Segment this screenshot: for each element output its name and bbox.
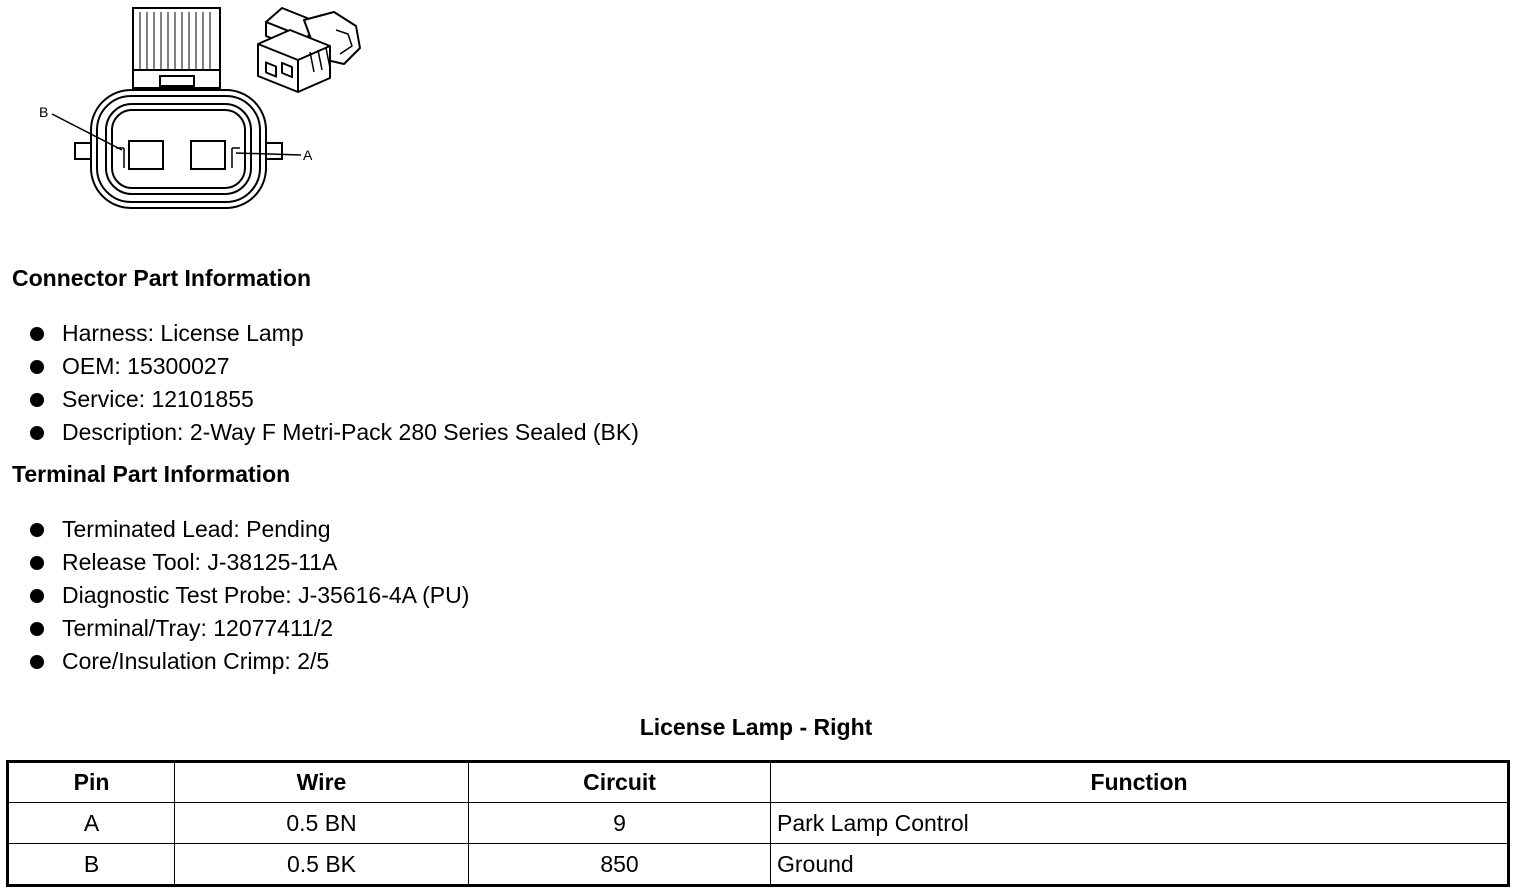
column-header-pin: Pin — [8, 762, 175, 803]
cell-circuit: 850 — [469, 844, 771, 886]
list-item: OEM: 15300027 — [30, 350, 639, 383]
bullet-icon — [30, 622, 44, 636]
table-row — [8, 803, 1509, 844]
connector-3d-icon — [258, 8, 360, 92]
list-item: Description: 2-Way F Metri-Pack 280 Series Sealed (BK) — [30, 416, 639, 449]
cell-pin: A — [8, 803, 175, 844]
list-item: Diagnostic Test Probe: J-35616-4A (PU) — [30, 579, 469, 612]
list-item: Terminated Lead: Pending — [30, 513, 469, 546]
bullet-icon — [30, 655, 44, 669]
list-item: Service: 12101855 — [30, 383, 639, 416]
cell-function: Ground — [771, 844, 1509, 886]
bullet-icon — [30, 589, 44, 603]
bullet-icon — [30, 556, 44, 570]
column-header-function: Function — [771, 762, 1509, 803]
cell-wire: 0.5 BN — [175, 803, 469, 844]
cell-circuit: 9 — [469, 803, 771, 844]
terminal-info-list — [30, 513, 469, 678]
pinout-table — [6, 760, 1510, 887]
cell-wire: 0.5 BK — [175, 844, 469, 886]
bullet-icon — [30, 426, 44, 440]
connector-diagram — [30, 0, 390, 220]
list-item: Core/Insulation Crimp: 2/5 — [30, 645, 469, 678]
cell-pin: B — [8, 844, 175, 886]
connector-section-title: Connector Part Information — [12, 265, 312, 291]
cell-function: Park Lamp Control — [771, 803, 1509, 844]
table-title: License Lamp - Right — [639, 714, 873, 740]
column-header-circuit: Circuit — [469, 762, 771, 803]
table-header-row — [8, 762, 1509, 803]
bullet-icon — [30, 393, 44, 407]
column-header-wire: Wire — [175, 762, 469, 803]
table-row — [8, 844, 1509, 886]
list-item: Harness: License Lamp — [30, 317, 639, 350]
connector-info-list — [30, 317, 639, 449]
pin-label-a: A — [303, 147, 313, 163]
bullet-icon — [30, 360, 44, 374]
bullet-icon — [30, 523, 44, 537]
pin-label-b: B — [39, 104, 49, 120]
list-item: Release Tool: J-38125-11A — [30, 546, 469, 579]
list-item: Terminal/Tray: 12077411/2 — [30, 612, 469, 645]
terminal-section-title: Terminal Part Information — [12, 461, 291, 487]
connector-face-icon — [52, 8, 301, 208]
bullet-icon — [30, 327, 44, 341]
